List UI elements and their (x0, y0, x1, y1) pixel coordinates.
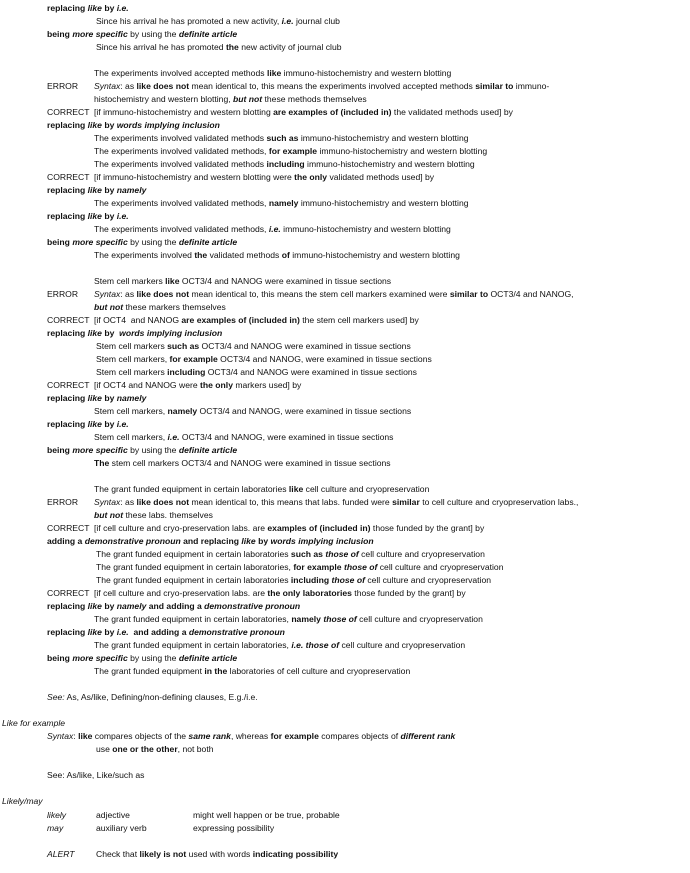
text-run: The grant funded equipment in certain laboratories (96, 575, 291, 585)
line-label: ERROR (47, 289, 79, 299)
text-run: the (225, 42, 239, 52)
text-run: Stem cell markers (96, 341, 168, 351)
text-run: OCT3/4 and NANOG were examined in tissue sections (205, 367, 417, 377)
text-run: OCT3/4 and NANOG were examined in tissue sections (179, 276, 392, 286)
text-line (94, 94, 367, 105)
text-run: similar (392, 497, 420, 507)
text-run: same rank (188, 731, 231, 741)
text-run: OCT3/4 and NANOG, were examined in tissue sections (179, 432, 394, 442)
text-run: similar to (449, 289, 489, 299)
text-line (96, 575, 491, 586)
text-run: those of (325, 549, 359, 559)
line-label: ERROR (47, 81, 79, 91)
text-line (94, 315, 419, 326)
text-line (96, 367, 417, 378)
text-run: expressing possibility (193, 823, 275, 833)
text-line (96, 16, 340, 27)
text-line (193, 823, 274, 834)
text-run: immuno-histochemistry and western blotting (298, 198, 469, 208)
text-run: these labs. themselves (123, 510, 213, 520)
text-line (94, 107, 513, 118)
text-line (47, 419, 129, 430)
text-line (47, 3, 129, 14)
text-run: definite article (178, 445, 238, 455)
text-run: The experiments involved validated methods, (94, 146, 269, 156)
text-run: The experiments involved validated methods, (94, 224, 269, 234)
text-run: definite article (178, 29, 238, 39)
text-run: replacing (47, 120, 88, 130)
text-run: replacing (47, 185, 88, 195)
text-line (94, 133, 469, 144)
text-run: i.e. (116, 211, 129, 221)
text-run: but not (94, 510, 124, 520)
text-run: definite article (178, 653, 238, 663)
text-run: like (87, 120, 102, 130)
text-run: may (47, 823, 64, 833)
text-run: those of (343, 562, 378, 572)
text-run: adjective (96, 810, 130, 820)
text-line (96, 810, 130, 821)
text-run: these markers themselves (123, 302, 226, 312)
text-run: i.e. those of (291, 640, 340, 650)
text-run: like (288, 484, 304, 494)
text-run: like (78, 731, 93, 741)
text-line (47, 601, 300, 612)
text-run: are examples of (included in) (273, 107, 392, 117)
text-run: namely (116, 601, 147, 611)
text-run: : as (120, 289, 137, 299)
text-run: in the (204, 666, 228, 676)
text-run: words implying inclusion (116, 120, 220, 130)
text-run: like (266, 68, 282, 78)
text-run: Since his arrival he has promoted a new activity, (96, 16, 282, 26)
text-run: replacing (47, 3, 88, 13)
text-run: i.e. (116, 3, 129, 13)
text-run: OCT3/4 and NANOG, (488, 289, 574, 299)
text-run: likely (47, 810, 67, 820)
text-run: i.e. (281, 16, 294, 26)
text-line (2, 718, 65, 729)
text-run: Since his arrival he has promoted (96, 42, 226, 52)
text-line (47, 211, 129, 222)
line-label: ERROR (47, 497, 79, 507)
text-run: like (87, 419, 102, 429)
text-run: but not (94, 302, 124, 312)
text-run: The grant funded equipment in certain laboratories (96, 549, 291, 559)
text-run: namely (268, 198, 299, 208)
text-run: Syntax (94, 497, 121, 507)
text-run: like does not (136, 289, 190, 299)
text-line (47, 536, 374, 547)
text-run: As, As/like, Defining/non-defining clauses, E.g./i.e. (64, 692, 258, 702)
text-line (47, 810, 66, 821)
text-run: similar to (475, 81, 514, 91)
text-run: for example (270, 731, 319, 741)
text-line (96, 562, 503, 573)
text-line (96, 354, 432, 365)
text-run: such as (266, 133, 299, 143)
text-line (96, 849, 338, 860)
text-run: by (101, 419, 117, 429)
text-run: and adding a (128, 627, 189, 637)
text-run: like (87, 601, 102, 611)
text-run: like (87, 3, 102, 13)
text-run: replacing (47, 627, 88, 637)
text-run: replacing (47, 393, 88, 403)
text-line (94, 224, 451, 235)
text-run: but not (233, 94, 263, 104)
text-run: for example (268, 146, 318, 156)
text-line (47, 328, 222, 339)
line-label: CORRECT (47, 588, 90, 598)
text-run: See: (47, 692, 65, 702)
text-run: mean identical to, this means that labs. funded were (189, 497, 393, 507)
text-line (94, 588, 466, 599)
text-run: Stem cell markers, (94, 432, 168, 442)
text-line (47, 849, 75, 860)
text-run: being (47, 653, 73, 663)
text-line (47, 823, 63, 834)
text-run: Stem cell markers, (96, 354, 170, 364)
text-run: replacing (47, 211, 88, 221)
text-run: by (101, 627, 117, 637)
text-run: by (255, 536, 271, 546)
text-line (94, 172, 434, 183)
text-run: being (47, 29, 73, 39)
text-run: and replacing (180, 536, 242, 546)
text-run: The (94, 458, 110, 468)
text-line (47, 185, 146, 196)
text-run: OCT3/4 and NANOG, were examined in tissue sections (217, 354, 432, 364)
text-run: The grant funded equipment in certain laboratories, (96, 562, 294, 572)
text-line (96, 549, 485, 560)
text-run: : as (120, 497, 137, 507)
text-run: Syntax (94, 289, 121, 299)
text-run: i.e. (116, 419, 129, 429)
text-run: cell culture and cryopreservation (339, 640, 466, 650)
text-run: The experiments involved validated methods (94, 159, 267, 169)
text-run: namely (116, 185, 147, 195)
text-run: immuno-histochemistry and western blotting (298, 133, 469, 143)
text-run: namely (291, 614, 321, 624)
text-run: The grant funded equipment in certain laboratories, (94, 640, 292, 650)
text-run: : (73, 731, 79, 741)
text-run: The experiments involved (94, 250, 195, 260)
text-run: the (194, 250, 208, 260)
text-run: immuno-histochemistry and western blotting (281, 68, 452, 78)
text-run: indicating possibility (252, 849, 339, 859)
text-run: by using the (127, 29, 179, 39)
text-line (94, 276, 391, 287)
text-run: one or the other (112, 744, 178, 754)
text-run: used with words (186, 849, 253, 859)
text-run: more specific (72, 29, 128, 39)
text-run: demonstrative pronoun (188, 627, 285, 637)
text-line (94, 510, 213, 521)
text-run: i.e. (116, 627, 129, 637)
text-run: validated methods used] by (327, 172, 435, 182)
text-run: demonstrative pronoun (204, 601, 301, 611)
text-line (94, 497, 578, 508)
text-run: like (87, 328, 102, 338)
text-run: immuno-histochemistry and western blotting (280, 224, 451, 234)
text-run: by using the (127, 445, 179, 455)
text-line (94, 666, 410, 677)
text-run: like (87, 627, 102, 637)
text-line (47, 393, 146, 404)
text-line (47, 731, 455, 742)
text-run: for example (169, 354, 218, 364)
text-run: [if cell culture and cryo-preservation labs. are (94, 588, 268, 598)
text-run: more specific (72, 237, 128, 247)
text-run: by (101, 185, 117, 195)
text-line (96, 341, 411, 352)
text-run: for example (293, 562, 342, 572)
text-run: immuno-histochemistry and western blotting (317, 146, 488, 156)
text-run: by (101, 120, 117, 130)
text-line (96, 744, 214, 755)
text-run: by using the (127, 237, 179, 247)
text-run: such as (290, 549, 323, 559)
text-run: by using the (127, 653, 179, 663)
text-run: those funded by the grant] by (370, 523, 485, 533)
text-run: Stem cell markers, (94, 406, 168, 416)
text-run: like (241, 536, 256, 546)
text-run: replacing (47, 419, 88, 429)
text-run: likely is not (139, 849, 187, 859)
text-run: Likely/may (2, 796, 43, 806)
text-run: these methods themselves (262, 94, 367, 104)
text-run: i.e. (167, 432, 180, 442)
text-run: demonstrative pronoun (84, 536, 181, 546)
text-line (94, 159, 475, 170)
text-run: cell culture and cryopreservation (377, 562, 504, 572)
text-run: examples of (included in) (267, 523, 371, 533)
text-run: words implying inclusion (270, 536, 374, 546)
text-run: those funded by the grant] by (351, 588, 466, 598)
text-run: like (165, 276, 180, 286)
text-run: OCT3/4 and NANOG, were examined in tissue sections (197, 406, 412, 416)
text-run: compares objects of the (92, 731, 189, 741)
text-run: Stem cell markers (96, 367, 168, 377)
text-line (47, 692, 258, 703)
line-label: CORRECT (47, 523, 90, 533)
text-run: The experiments involved validated methods (94, 133, 267, 143)
text-run: like does not (136, 81, 190, 91)
line-label: CORRECT (47, 380, 90, 390)
text-line (94, 302, 226, 313)
text-run: use (96, 744, 113, 754)
text-run: The experiments involved validated methods, (94, 198, 269, 208)
text-run: cell culture and cryopreservation (356, 614, 483, 624)
text-run: being (47, 445, 73, 455)
text-run: the validated methods used] by (391, 107, 513, 117)
text-run: of (281, 250, 290, 260)
text-run: The grant funded equipment (94, 666, 205, 676)
text-run: such as (167, 341, 200, 351)
text-run: immuno- (513, 81, 550, 91)
text-line (47, 445, 237, 456)
text-line (94, 406, 411, 417)
text-run: cell culture and cryopreservation (358, 549, 485, 559)
text-run: OCT3/4 and NANOG were examined in tissue sections (199, 341, 411, 351)
text-run: the only (294, 172, 328, 182)
text-line (47, 627, 285, 638)
text-run: Syntax (94, 81, 121, 91)
text-run: including (167, 367, 206, 377)
text-run: like (87, 393, 102, 403)
text-run: histochemistry and western blotting, (94, 94, 233, 104)
text-run: ALERT (47, 849, 75, 859)
text-line (193, 810, 340, 821)
text-run: : as (120, 81, 137, 91)
text-run: namely (116, 393, 147, 403)
text-run: by (101, 328, 120, 338)
text-run: journal club (293, 16, 340, 26)
text-run: and adding a (146, 601, 205, 611)
text-line (94, 523, 484, 534)
text-run: to cell culture and cryopreservation labs., (419, 497, 579, 507)
text-run: Syntax (47, 731, 74, 741)
text-run: are examples of (included in) (181, 315, 300, 325)
text-line (94, 81, 549, 92)
text-line (94, 484, 429, 495)
text-run: The grant funded equipment in certain laboratories (94, 484, 289, 494)
text-line (2, 796, 43, 807)
text-run: adding a (47, 536, 85, 546)
text-run: [if OCT4 and NANOG (94, 315, 182, 325)
line-label: CORRECT (47, 107, 90, 117)
text-run: might well happen or be true, probable (193, 810, 340, 820)
text-run: like does not (136, 497, 190, 507)
text-run: by (101, 211, 117, 221)
text-line (94, 458, 391, 469)
text-line (94, 380, 301, 391)
text-run: stem cell markers OCT3/4 and NANOG were examined in tissue sections (109, 458, 391, 468)
line-label: CORRECT (47, 315, 90, 325)
text-line (47, 653, 237, 664)
text-line (47, 770, 144, 781)
text-run: by (101, 3, 117, 13)
text-run: more specific (72, 445, 128, 455)
text-run: the stem cell markers used] by (299, 315, 419, 325)
text-line (96, 823, 147, 834)
text-run: replacing (47, 601, 88, 611)
text-run: [if cell culture and cryo-preservation labs. are (94, 523, 268, 533)
text-run: [if OCT4 and NANOG were (94, 380, 201, 390)
text-run: being (47, 237, 73, 247)
text-line (94, 614, 483, 625)
text-line (94, 198, 469, 209)
text-run: including (290, 575, 330, 585)
text-line (94, 289, 574, 300)
text-run: replacing (47, 328, 88, 338)
text-run: mean identical to, this means the experiments involved accepted methods (189, 81, 476, 91)
text-line (94, 68, 451, 79)
text-line (94, 432, 393, 443)
text-run: laboratories of cell culture and cryopreservation (227, 666, 411, 676)
line-label: CORRECT (47, 172, 90, 182)
text-run: , not both (177, 744, 214, 754)
text-run: including (266, 159, 305, 169)
text-run: words implying inclusion (119, 328, 223, 338)
text-line (94, 146, 487, 157)
text-run: by (101, 393, 117, 403)
text-run: immuno-histochemistry and western blotting (304, 159, 475, 169)
text-line (47, 237, 237, 248)
text-run: new activity of journal club (238, 42, 342, 52)
text-run: [if immuno-histochemistry and western blotting were (94, 172, 295, 182)
text-run: [if immuno-histochemistry and western blotting (94, 107, 274, 117)
text-run: mean identical to, this means the stem cell markers examined were (189, 289, 450, 299)
text-run: those of (331, 575, 365, 585)
text-run: The grant funded equipment in certain laboratories, (94, 614, 292, 624)
text-line (96, 42, 342, 53)
text-run: markers used] by (232, 380, 302, 390)
text-run: , whereas (230, 731, 271, 741)
text-run: See: As/like, Like/such as (47, 770, 145, 780)
text-line (47, 29, 237, 40)
text-line (47, 120, 220, 131)
text-run: Check that (96, 849, 140, 859)
text-run: those of (323, 614, 357, 624)
text-run: cell culture and cryopreservation (364, 575, 492, 585)
text-run: Like for example (2, 718, 66, 728)
text-run: more specific (72, 653, 128, 663)
text-run: immuno-histochemistry and western blotting (289, 250, 460, 260)
text-run: i.e. (268, 224, 281, 234)
text-run: by (101, 601, 117, 611)
text-run: different rank (400, 731, 456, 741)
text-line (94, 640, 465, 651)
text-run: the only laboratories (267, 588, 352, 598)
text-run: validated methods (207, 250, 282, 260)
text-run: auxiliary verb (96, 823, 147, 833)
text-run: cell culture and cryopreservation (303, 484, 430, 494)
text-run: definite article (178, 237, 238, 247)
text-run: The experiments involved accepted methods (94, 68, 267, 78)
text-run: like (87, 211, 102, 221)
text-run: Stem cell markers (94, 276, 166, 286)
text-run: namely (167, 406, 198, 416)
text-line (94, 250, 460, 261)
text-run: like (87, 185, 102, 195)
text-run: compares objects of (318, 731, 401, 741)
text-run: the only (200, 380, 233, 390)
